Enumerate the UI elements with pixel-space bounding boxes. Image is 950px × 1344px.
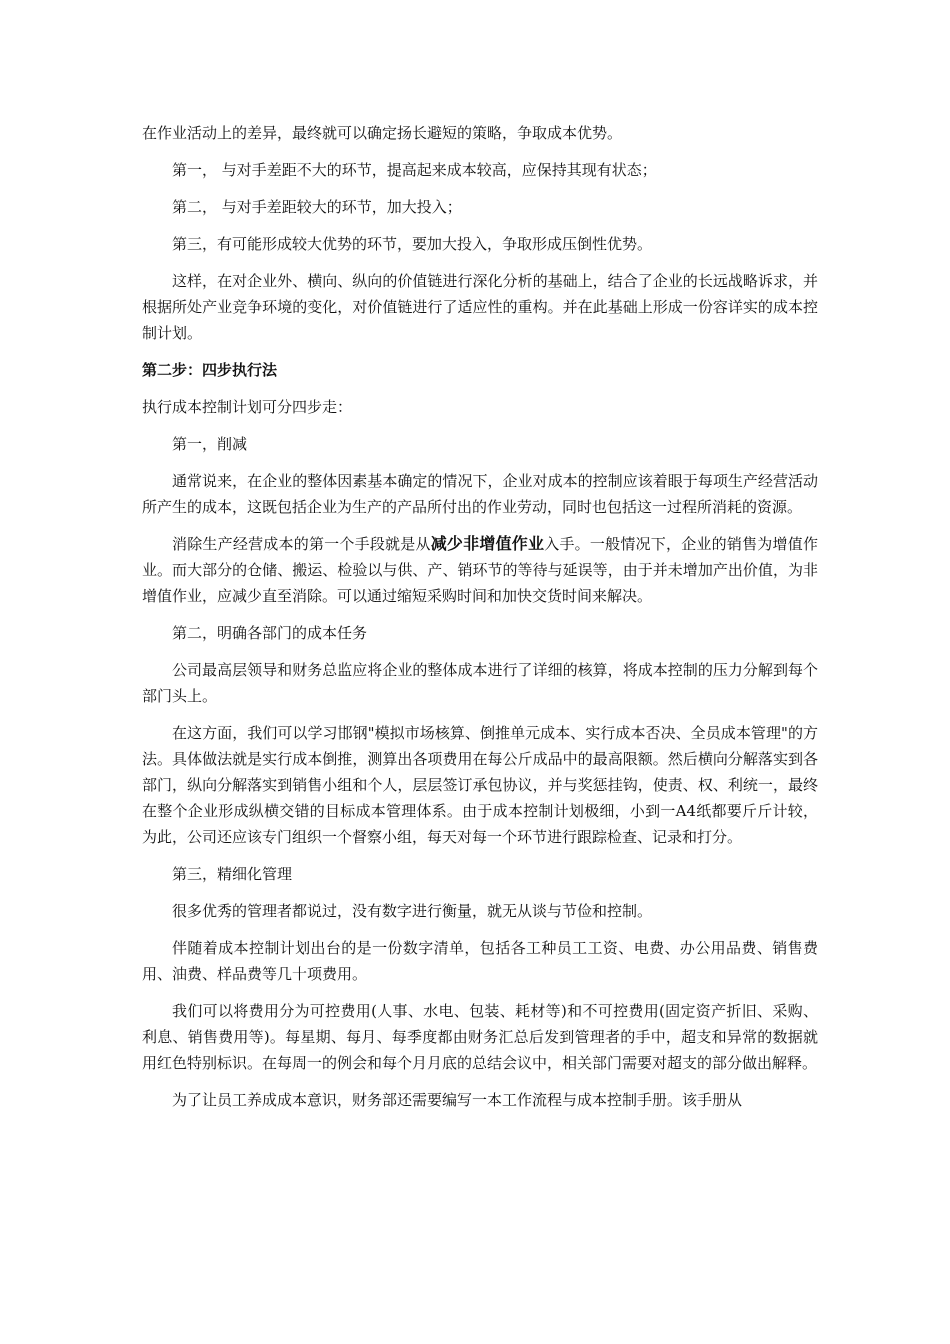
paragraph-step-reduce: 第一，削减 <box>172 435 248 453</box>
paragraph-value-chain: 这样，在对企业外、横向、纵向的价值链进行深化分析的基础上，结合了企业的长远战略诉求，并根据所处产业竞争环境的变化，对价值链进行了适应性的重构。并在此基础上形成一份容详实的成本控制计划。 <box>142 272 818 342</box>
document-body <box>142 120 818 1124</box>
paragraph-cost-focus: 通常说来，在企业的整体因素基本确定的情况下，企业对成本的控制应该着眼于每项生产经营活动所产生的成本，这既包括企业为生产的产品所付出的作业劳动，同时也包括这一过程所消耗的资源。 <box>142 472 818 516</box>
paragraph-step-department-tasks: 第二，明确各部门的成本任务 <box>172 624 368 642</box>
paragraph-expense-list: 伴随着成本控制计划出台的是一份数字清单，包括各工种员工工资、电费、办公用品费、销售费用、油费、样品费等几十项费用。 <box>142 939 818 983</box>
paragraph-four-steps-intro: 执行成本控制计划可分四步走： <box>142 398 353 416</box>
paragraph-strategy-first: 第一， 与对手差距不大的环节，提高起来成本较高，应保持其现有状态； <box>172 161 657 179</box>
text-run: 消除生产经营成本的第一个手段就是从 <box>172 535 431 553</box>
paragraph-management-accounting: 公司最高层领导和财务总监应将企业的整体成本进行了详细的核算，将成本控制的压力分解到每个部门头上。 <box>142 661 818 705</box>
paragraph-strategy-second: 第二， 与对手差距较大的环节，加大投入； <box>172 198 462 216</box>
paragraph-non-value-activities <box>142 531 818 609</box>
paragraph-controllable-expenses: 我们可以将费用分为可控费用(人事、水电、包装、耗材等)和不可控费用(固定资产折旧、采购、利息、销售费用等)。每星期、每月、每季度都由财务汇总后发到管理者的手中，超支和异常的数据就用红色特别标识。在每周一的例会和每个月月底的总结会议中，相关部门需要对超支的部分做出解释。 <box>142 1002 818 1072</box>
paragraph-step-fine-management: 第三，精细化管理 <box>172 865 293 883</box>
paragraph-measurement-quote: 很多优秀的管理者都说过，没有数字进行衡量，就无从谈与节俭和控制。 <box>172 902 653 920</box>
paragraph-cost-advantage: 在作业活动上的差异，最终就可以确定扬长避短的策略，争取成本优势。 <box>142 124 623 142</box>
emphasis-text: 减少非增值作业 <box>430 534 545 553</box>
paragraph-strategy-third: 第三，有可能形成较大优势的环节，要加大投入，争取形成压倒性优势。 <box>172 235 653 253</box>
text-run: 入手。一般情况下，企业的销售为增值作业。而大部分的仓储、搬运、检验以与供、产、销环节的等待与延误等，由于并未增加产出价值，为非增值作业，应减少直至消除。可以通过缩短采购时间和加快交货时间来解决。 <box>142 535 818 605</box>
section-heading-step-two: 第二步：四步执行法 <box>142 361 278 379</box>
paragraph-cost-manual: 为了让员工养成成本意识，财务部还需要编写一本工作流程与成本控制手册。该手册从 <box>172 1091 743 1109</box>
paragraph-handan-steel-method: 在这方面，我们可以学习邯钢"模拟市场核算、倒推单元成本、实行成本否决、全员成本管理"的方法。具体做法就是实行成本倒推，测算出各项费用在每公斤成品中的最高限额。然后横向分解落实到各部门，纵向分解落实到销售小组和个人，层层签订承包协议，并与奖惩挂钩，使责、权、利统一，最终在整个企业形成纵横交错的目标成本管理体系。由于成本控制计划极细，小到一A4纸都要斤斤计较，为此，公司还应该专门组织一个督察小组，每天对每一个环节进行跟踪检查、记录和打分。 <box>142 724 818 846</box>
